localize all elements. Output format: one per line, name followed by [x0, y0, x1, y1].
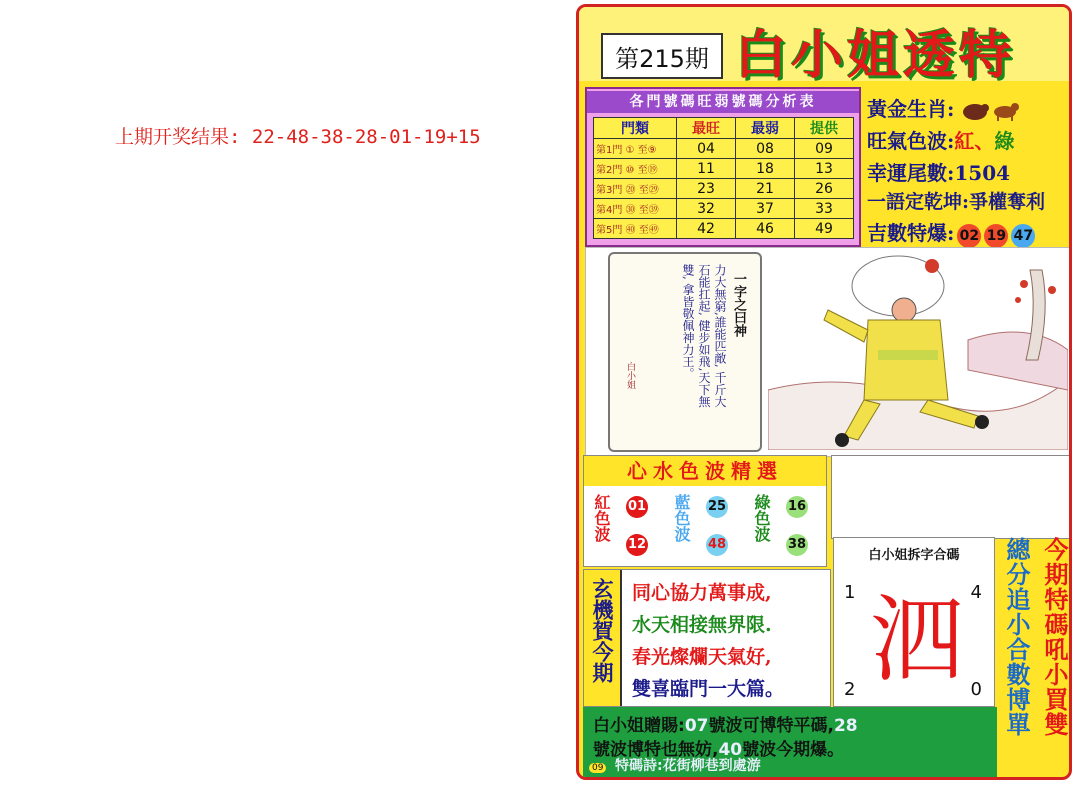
color-green: 綠 [994, 129, 1015, 153]
gift-label: 白小姐贈賜: [593, 716, 685, 736]
col-header-door: 門類 [594, 118, 677, 139]
col-header-offer: 提供 [795, 118, 854, 139]
color-red: 紅 [954, 129, 975, 153]
door-cell: 第3門 ⑳ 至㉙ [594, 179, 677, 199]
analysis-table-title: 各門號碼旺弱號碼分析表 [587, 91, 859, 113]
hot-cell: 11 [677, 159, 736, 179]
last-result-line [115, 122, 481, 149]
zodiac-line [867, 93, 1021, 122]
analysis-table-panel [585, 87, 861, 247]
table-row [594, 139, 854, 159]
color-wave-panel [583, 455, 827, 567]
sheet-header [579, 7, 1069, 86]
lottery-sheet [576, 4, 1072, 780]
hot-cell: 32 [677, 199, 736, 219]
red-wave-group [586, 492, 664, 564]
wave-ball: 38 [786, 534, 808, 556]
scroll-paper [608, 252, 762, 452]
color-label: 旺氣色波: [867, 129, 955, 153]
scroll-title: 一字之曰神 [731, 272, 746, 337]
tail-line [867, 157, 1010, 186]
scroll-signature: 白小姐 [625, 362, 635, 389]
split-char-title: 白小姐拆字合碼 [868, 548, 960, 563]
lucky-label: 吉數特爆: [867, 221, 955, 245]
poem-line: 春光燦爛天氣好, [632, 646, 772, 668]
table-row [594, 219, 854, 239]
door-cell: 第1門 ① 至⑨ [594, 139, 677, 159]
blank-panel [831, 455, 1072, 539]
poem-line: 雙喜臨門一大篇。 [632, 678, 785, 700]
split-corner-tr: 4 [970, 582, 982, 603]
table-row [594, 199, 854, 219]
offer-cell: 09 [795, 139, 854, 159]
col-header-hot: 最旺 [677, 118, 736, 139]
phrase-line [867, 187, 1045, 214]
gift-panel [583, 707, 997, 777]
scroll-text: 力大無窮,誰能匹敵, 千斤大石能扛起, 健步如飛,天下無雙, 拿皆敬佩神力王。 [681, 264, 727, 408]
cold-cell: 46 [736, 219, 795, 239]
color-separator: 、 [974, 129, 995, 153]
gift-text: 號波可博特平碼, [708, 716, 834, 736]
zodiac-animals-icon [961, 100, 1021, 122]
red-wave-label: 紅色波 [592, 494, 611, 542]
tail-label: 幸運尾數: [867, 161, 955, 185]
poem-side-title: 玄機賀今期 [590, 578, 615, 683]
cold-cell: 18 [736, 159, 795, 179]
hot-cell: 42 [677, 219, 736, 239]
strongman-illustration [768, 250, 1068, 450]
wave-ball: 48 [706, 534, 728, 556]
phrase-value: 爭權奪利 [969, 191, 1046, 213]
gift-line-1 [593, 711, 858, 736]
gift-number: 40 [718, 740, 743, 760]
blue-wave-label: 藍色波 [672, 494, 691, 542]
blue-wave-group [666, 492, 744, 564]
gift-number: 28 [833, 716, 858, 736]
story-panel [585, 247, 1072, 457]
door-cell: 第4門 ㉚ 至㊴ [594, 199, 677, 219]
lucky-ball: 19 [984, 224, 1008, 248]
lucky-ball: 47 [1011, 224, 1035, 248]
right-column-text: 今期特碼吼小買雙 [1040, 537, 1069, 737]
door-cell: 第2門 ⑩ 至⑲ [594, 159, 677, 179]
gift-number: 07 [684, 716, 709, 736]
phrase-label: 一語定乾坤: [867, 191, 970, 213]
gift-text: 號波博特也無妨, [593, 740, 719, 760]
wave-ball: 16 [786, 496, 808, 518]
left-vertical-column [1001, 537, 1037, 767]
hot-cell: 04 [677, 139, 736, 159]
color-line [867, 125, 1014, 154]
brand-title: 白小姐透特 [735, 25, 1016, 86]
tail-value: 1504 [954, 161, 1011, 185]
wave-ball: 01 [626, 496, 648, 518]
split-corner-tl: 1 [844, 582, 856, 603]
offer-cell: 33 [795, 199, 854, 219]
wave-ball: 12 [626, 534, 648, 556]
last-result-label: 上期开奖结果: [115, 126, 241, 148]
last-result-numbers: 22-48-38-28-01-19+15 [251, 126, 481, 148]
lucky-line [867, 217, 1035, 248]
split-char: 泗 [869, 586, 964, 695]
poem-line: 水天相接無界限. [632, 614, 772, 636]
col-header-cold: 最弱 [736, 118, 795, 139]
poem-side-panel [584, 570, 622, 706]
wave-ball: 25 [706, 496, 728, 518]
green-wave-group [746, 492, 824, 564]
stats-panel [863, 87, 1072, 247]
analysis-table [593, 117, 854, 239]
hot-cell: 23 [677, 179, 736, 199]
split-char-panel [833, 537, 995, 707]
issue-number: 第215期 [601, 33, 723, 79]
cold-cell: 08 [736, 139, 795, 159]
table-row [594, 159, 854, 179]
page-number: 09 [589, 763, 606, 773]
zodiac-label: 黃金生肖: [867, 97, 955, 121]
cold-cell: 21 [736, 179, 795, 199]
offer-cell: 13 [795, 159, 854, 179]
gift-text: 號波今期爆。 [742, 740, 845, 760]
door-cell: 第5門 ㊵ 至㊾ [594, 219, 677, 239]
poem-panel [583, 569, 831, 707]
color-wave-title: 心水色波精選 [584, 456, 826, 486]
right-vertical-column [1039, 537, 1072, 767]
green-wave-label: 綠色波 [752, 494, 771, 542]
left-column-text: 總分追小合數博單 [1002, 537, 1031, 737]
table-header-row [594, 118, 854, 139]
lucky-ball: 02 [957, 224, 981, 248]
split-corner-br: 0 [970, 679, 982, 700]
poem-line: 同心協力萬事成, [632, 582, 772, 604]
split-corner-bl: 2 [844, 679, 856, 700]
table-row [594, 179, 854, 199]
code-poem: 特碼詩:花街柳巷到處游 [615, 758, 761, 774]
offer-cell: 49 [795, 219, 854, 239]
cold-cell: 37 [736, 199, 795, 219]
offer-cell: 26 [795, 179, 854, 199]
